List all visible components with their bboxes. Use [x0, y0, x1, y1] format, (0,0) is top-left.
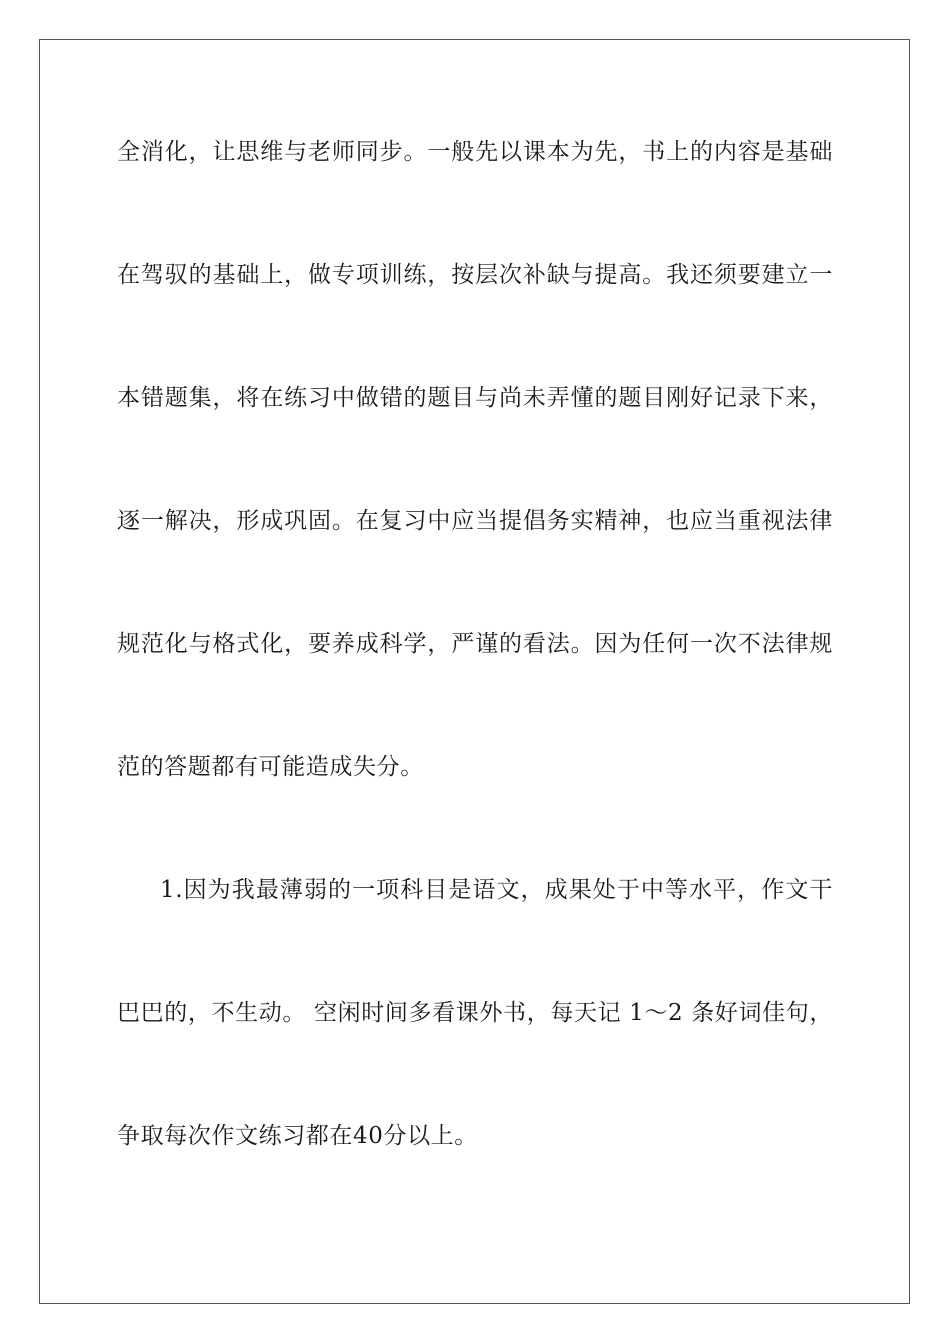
list-item-1-line-3: 争取每次作文练习都在40分以上。 [117, 1123, 478, 1149]
paragraph-line-2: 在驾驭的基础上，做专项训练，按层次补缺与提高。我还须要建立一 [117, 262, 833, 288]
page-border [39, 39, 910, 1304]
list-item-1-line-2: 巴巴的，不生动。 空闲时间多看课外书，每天记 1～2 条好词佳句， [117, 1000, 833, 1026]
paragraph-line-5: 规范化与格式化，要养成科学，严谨的看法。因为任何一次不法律规 [117, 631, 833, 657]
paragraph-line-4: 逐一解决，形成巩固。在复习中应当提倡务实精神，也应当重视法律 [117, 508, 833, 534]
paragraph-line-6: 范的答题都有可能造成失分。 [117, 754, 424, 780]
paragraph-line-1: 全消化，让思维与老师同步。一般先以课本为先，书上的内容是基础 [117, 139, 833, 165]
paragraph-line-3: 本错题集，将在练习中做错的题目与尚未弄懂的题目刚好记录下来， [117, 385, 833, 411]
list-item-1-line-1: 1.因为我最薄弱的一项科目是语文，成果处于中等水平，作文干 [160, 877, 833, 903]
